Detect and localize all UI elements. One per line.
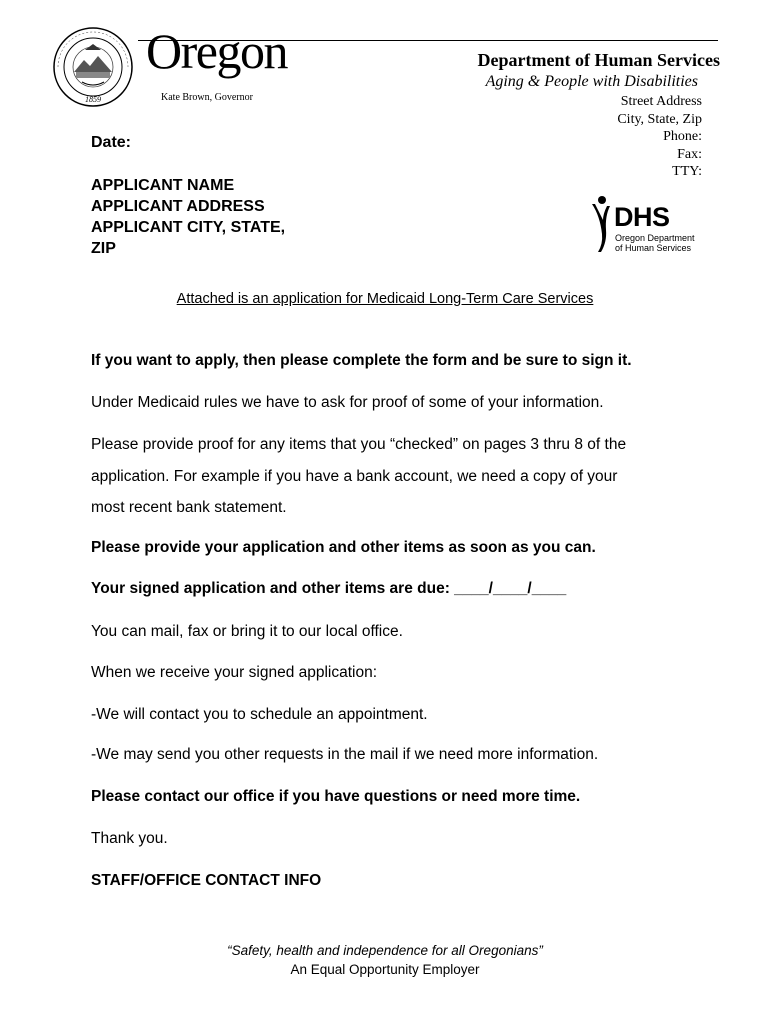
address-line: Street Address [620, 94, 702, 109]
division-name: Aging & People with Disabilities [485, 73, 698, 90]
oregon-wordmark: Oregon [146, 23, 287, 79]
office-address [617, 93, 702, 181]
dhs-logo-subtext [615, 233, 695, 253]
department-name: Department of Human Services [477, 50, 720, 70]
applicant-line: APPLICANT CITY, STATE, [91, 219, 286, 236]
address-line: Fax: [677, 146, 702, 162]
proof-line: application. For example if you have a bank account, we need a copy of your [91, 467, 618, 485]
dhs-figure-icon [586, 194, 616, 254]
applicant-line: ZIP [91, 240, 116, 257]
instruction-paragraph: If you want to apply, then please complete the form and be sure to sign it. [91, 352, 632, 369]
applicant-line: APPLICANT ADDRESS [91, 198, 265, 215]
state-of-oregon-seal-icon [52, 26, 134, 108]
proof-paragraph [91, 429, 626, 524]
applicant-block [91, 175, 285, 259]
date-label: Date: [91, 134, 132, 151]
soon-paragraph: Please provide your application and other items as soon as you can. [91, 539, 596, 556]
seal-year: 1859 [85, 95, 101, 104]
applicant-line: APPLICANT NAME [91, 177, 235, 194]
dhs-logo-text: DHS [614, 202, 670, 232]
rules-paragraph: Under Medicaid rules we have to ask for proof of some of your information. [91, 394, 604, 411]
dhs-sub-line: Oregon Department [615, 233, 695, 243]
letter-subject: Attached is an application for Medicaid Long-Term Care Services [176, 291, 594, 307]
proof-line: most recent bank statement. [91, 499, 287, 516]
address-line: City, State, Zip [617, 111, 702, 127]
staff-contact-info: STAFF/OFFICE CONTACT INFO [91, 872, 322, 889]
due-date-paragraph: Your signed application and other items are due: ____/____/____ [91, 580, 567, 597]
delivery-paragraph: You can mail, fax or bring it to our local office. [91, 623, 403, 640]
proof-line: Please provide proof for any items that you “checked” on pages 3 thru 8 of the [91, 436, 627, 453]
contact-paragraph: Please contact our office if you have questions or need more time. [91, 788, 581, 805]
address-line: Phone: [663, 129, 702, 144]
address-line: TTY: [672, 164, 702, 179]
receipt-paragraph: When we receive your signed application: [91, 664, 378, 681]
appointment-item: -We will contact you to schedule an appointment. [91, 706, 428, 723]
dhs-sub-line: of Human Services [615, 243, 692, 253]
governor-name: Kate Brown, Governor [161, 92, 253, 103]
thank-you: Thank you. [91, 830, 168, 847]
footer-motto: “Safety, health and independence for all Oregonians” [227, 943, 543, 958]
footer-eoe: An Equal Opportunity Employer [290, 962, 480, 977]
requests-item: -We may send you other requests in the mail if we need more information. [91, 746, 599, 763]
